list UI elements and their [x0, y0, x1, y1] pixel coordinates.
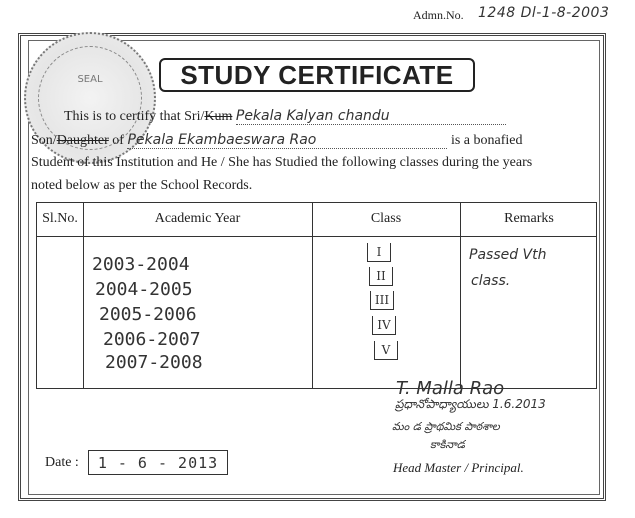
seal-label: SEAL — [77, 74, 103, 85]
telugu-stamp-line-2: మం డ ప్రాథమిక పాఠశాల — [392, 420, 500, 433]
parent-name: Pekala Ekambaeswara Rao — [127, 132, 447, 149]
certify-prefix: This is to certify that Sri/ — [64, 109, 205, 124]
academic-year-4: 2006-2007 — [103, 329, 201, 350]
admission-number-label: Admn.No. — [413, 8, 464, 22]
academic-year-5: 2007-2008 — [105, 352, 203, 373]
table-divider — [83, 203, 84, 388]
son-prefix: Son/ — [31, 133, 57, 148]
academic-year-1: 2003-2004 — [92, 254, 190, 275]
certificate-title: STUDY CERTIFICATE — [159, 58, 475, 92]
class-4: IV — [372, 316, 396, 335]
certify-line — [64, 108, 506, 125]
struck-daughter: Daughter — [56, 133, 109, 148]
academic-year-3: 2005-2006 — [99, 304, 197, 325]
header-class: Class — [370, 211, 402, 226]
headmaster-signature: T. Malla Rao — [396, 378, 505, 399]
date-value: 1 - 6 - 2013 — [88, 450, 228, 475]
class-2: II — [369, 267, 393, 286]
header-remarks: Remarks — [504, 211, 554, 226]
classes-table — [36, 202, 597, 389]
remark-line-1: Passed Vth — [469, 247, 547, 263]
table-header-divider — [37, 236, 596, 237]
class-3: III — [370, 291, 394, 310]
table-divider — [312, 203, 313, 388]
class-1: I — [367, 243, 391, 262]
header-academic-year: Academic Year — [154, 211, 241, 226]
parent-line — [31, 132, 522, 149]
student-name: Pekala Kalyan chandu — [236, 108, 506, 125]
records-line: noted below as per the School Records. — [31, 178, 253, 193]
date-label: Date : — [45, 455, 79, 470]
headmaster-title: Head Master / Principal. — [393, 460, 524, 475]
header-slno: Sl.No. — [42, 211, 78, 226]
telugu-stamp-line-3: కాకినాడ — [430, 438, 465, 451]
telugu-stamp-line-1: ప్రధానోపాధ్యాయులు 1.6.2013 — [395, 397, 546, 411]
struck-kum: Kum — [204, 109, 233, 124]
admission-number-value: 1248 Dl-1-8-2003 — [478, 5, 610, 21]
remark-line-2: class. — [471, 273, 511, 289]
institution-line: Student of this Institution and He / She has Studied the following classes during the years — [31, 155, 533, 170]
table-divider — [460, 203, 461, 388]
class-5: V — [374, 341, 398, 360]
bonafied-text: is a bonafied — [450, 133, 523, 148]
of-text: of — [108, 133, 124, 148]
academic-year-2: 2004-2005 — [95, 279, 193, 300]
